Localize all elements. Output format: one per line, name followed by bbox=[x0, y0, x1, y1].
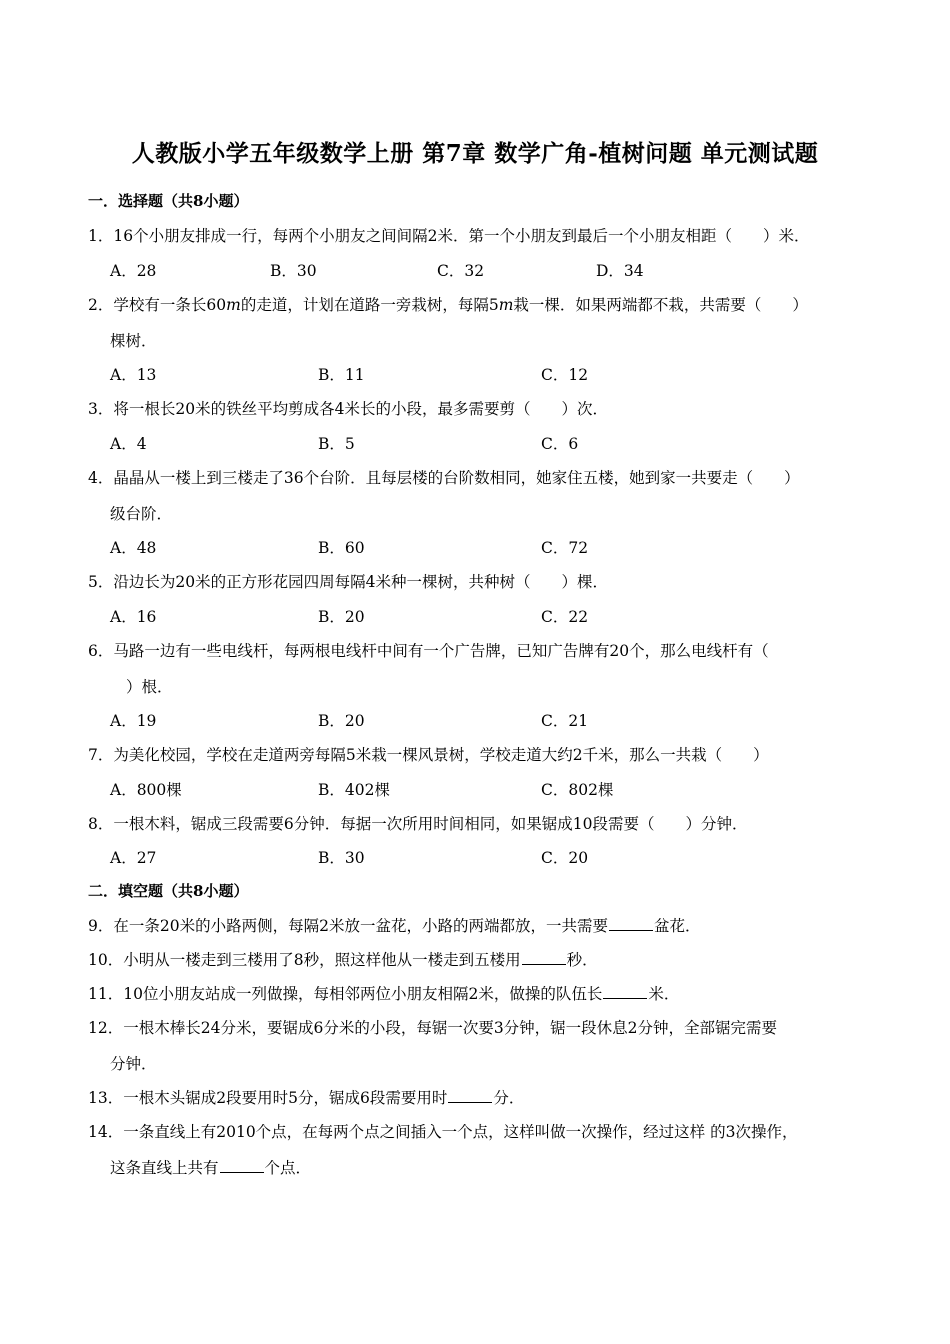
option-b: B．20 bbox=[318, 608, 365, 626]
question-number: 13． bbox=[88, 1089, 124, 1107]
option-c: C．72 bbox=[541, 539, 589, 557]
answer-blank[interactable] bbox=[603, 984, 647, 999]
option-a: A．4 bbox=[110, 435, 147, 453]
question-text: 这条直线上共有 bbox=[110, 1159, 219, 1177]
question-3 bbox=[88, 397, 868, 419]
question-text: 个点． bbox=[264, 1159, 312, 1177]
question-text: 小明从一楼走到三楼用了8秒，照这样他从一楼走到五楼用 bbox=[123, 951, 521, 969]
question-text: 秒． bbox=[566, 951, 598, 969]
question-10 bbox=[88, 948, 868, 970]
question-text: 在一条20米的小路两侧，每隔2米放一盆花，小路的两端都放，一共需要 bbox=[113, 917, 608, 935]
option-c: C．802棵 bbox=[541, 781, 614, 799]
option-b: B．30 bbox=[318, 849, 365, 867]
option-d: D．34 bbox=[596, 262, 644, 280]
option-a: A．13 bbox=[110, 366, 157, 384]
question-6-continuation: ）根． bbox=[126, 678, 173, 696]
question-text: 一根木料，锯成三段需要6分钟．每据一次所用时间相同，如果锯成10段需要（ ）分钟． bbox=[113, 815, 748, 833]
option-b: B．30 bbox=[270, 262, 317, 280]
question-14-continuation bbox=[110, 1156, 311, 1178]
question-text: 米． bbox=[648, 985, 680, 1003]
question-number: 11． bbox=[88, 985, 124, 1003]
unit-m: m bbox=[498, 296, 514, 314]
option-c: C．20 bbox=[541, 849, 589, 867]
page-title: 人教版小学五年级数学上册 第7章 数学广角-植树问题 单元测试题 bbox=[131, 140, 819, 167]
option-c: C．32 bbox=[437, 262, 485, 280]
question-number: 4． bbox=[88, 469, 114, 487]
question-13 bbox=[88, 1086, 868, 1108]
unit-m: m bbox=[226, 296, 241, 314]
question-text: 16个小朋友排成一行，每两个小朋友之间间隔2米．第一个小朋友到最后一个小朋友相距（ ）米． bbox=[113, 227, 810, 245]
option-b: B．5 bbox=[318, 435, 355, 453]
question-8 bbox=[88, 812, 868, 834]
option-b: B．20 bbox=[318, 712, 365, 730]
option-c: C．12 bbox=[541, 366, 589, 384]
question-text: 晶晶从一楼上到三楼走了36个台阶．且每层楼的台阶数相同，她家住五楼，她到家一共要走（ ） bbox=[113, 469, 800, 487]
question-9 bbox=[88, 914, 868, 936]
option-a: A．800棵 bbox=[110, 781, 182, 799]
question-number: 9． bbox=[88, 917, 114, 935]
question-12-continuation: 分钟． bbox=[110, 1055, 157, 1073]
question-text: 为美化校园，学校在走道两旁每隔5米栽一棵风景树，学校走道大约2千米，那么一共栽（ ） bbox=[113, 746, 769, 764]
option-c: C．22 bbox=[541, 608, 589, 626]
option-a: A．19 bbox=[110, 712, 157, 730]
question-text: 分． bbox=[493, 1089, 525, 1107]
question-2-continuation: 棵树． bbox=[110, 332, 157, 350]
question-text: 盆花． bbox=[653, 917, 701, 935]
question-text: 将一根长20米的铁丝平均剪成各4米长的小段，最多需要剪（ ）次． bbox=[113, 400, 608, 418]
question-number: 10． bbox=[88, 951, 124, 969]
option-b: B．402棵 bbox=[318, 781, 390, 799]
question-text: 栽一棵．如果两端都不栽，共需要（ ） bbox=[513, 296, 808, 314]
question-11 bbox=[88, 982, 868, 1004]
question-2 bbox=[88, 293, 868, 315]
question-number: 8． bbox=[88, 815, 114, 833]
question-5 bbox=[88, 570, 868, 592]
question-number: 2． bbox=[88, 296, 114, 314]
option-a: A．16 bbox=[110, 608, 157, 626]
question-4 bbox=[88, 466, 868, 488]
question-text: 马路一边有一些电线杆，每两根电线杆中间有一个广告牌，已知广告牌有20个，那么电线杆有（ bbox=[113, 642, 769, 660]
question-number: 3． bbox=[88, 400, 114, 418]
question-6 bbox=[88, 639, 868, 661]
question-text: 学校有一条长60 bbox=[113, 296, 227, 314]
question-4-continuation: 级台阶． bbox=[110, 505, 173, 523]
question-text: 的走道，计划在道路一旁栽树，每隔5 bbox=[240, 296, 499, 314]
option-a: A．27 bbox=[110, 849, 157, 867]
question-number: 7． bbox=[88, 746, 114, 764]
option-b: B．60 bbox=[318, 539, 365, 557]
option-c: C．6 bbox=[541, 435, 579, 453]
option-c: C．21 bbox=[541, 712, 589, 730]
question-text: 一根木头锯成2段要用时5分，锯成6段需要用时 bbox=[123, 1089, 448, 1107]
section-heading-choice: 一．选择题（共8小题） bbox=[88, 192, 249, 210]
answer-blank[interactable] bbox=[522, 950, 566, 965]
section-heading-fill: 二．填空题（共8小题） bbox=[88, 882, 249, 900]
question-text: 一根木棒长24分米，要锯成6分米的小段，每锯一次要3分钟，锯一段休息2分钟，全部锯完需要 bbox=[123, 1019, 778, 1037]
question-7 bbox=[88, 743, 868, 765]
question-text: 10位小朋友站成一列做操，每相邻两位小朋友相隔2米，做操的队伍长 bbox=[123, 985, 603, 1003]
option-a: A．28 bbox=[110, 262, 157, 280]
question-14 bbox=[88, 1120, 868, 1142]
question-number: 1． bbox=[88, 227, 114, 245]
option-a: A．48 bbox=[110, 539, 157, 557]
question-1 bbox=[88, 224, 868, 246]
question-number: 6． bbox=[88, 642, 114, 660]
option-b: B．11 bbox=[318, 366, 365, 384]
answer-blank[interactable] bbox=[448, 1088, 492, 1103]
question-12 bbox=[88, 1016, 868, 1038]
question-number: 5． bbox=[88, 573, 114, 591]
question-text: 沿边长为20米的正方形花园四周每隔4米种一棵树，共种树（ ）棵． bbox=[113, 573, 608, 591]
question-text: 一条直线上有2010个点，在每两个点之间插入一个点，这样叫做一次操作，经过这样 的3次操作， bbox=[123, 1123, 798, 1141]
answer-blank[interactable] bbox=[220, 1158, 264, 1173]
answer-blank[interactable] bbox=[609, 916, 653, 931]
question-number: 14． bbox=[88, 1123, 124, 1141]
question-number: 12． bbox=[88, 1019, 124, 1037]
